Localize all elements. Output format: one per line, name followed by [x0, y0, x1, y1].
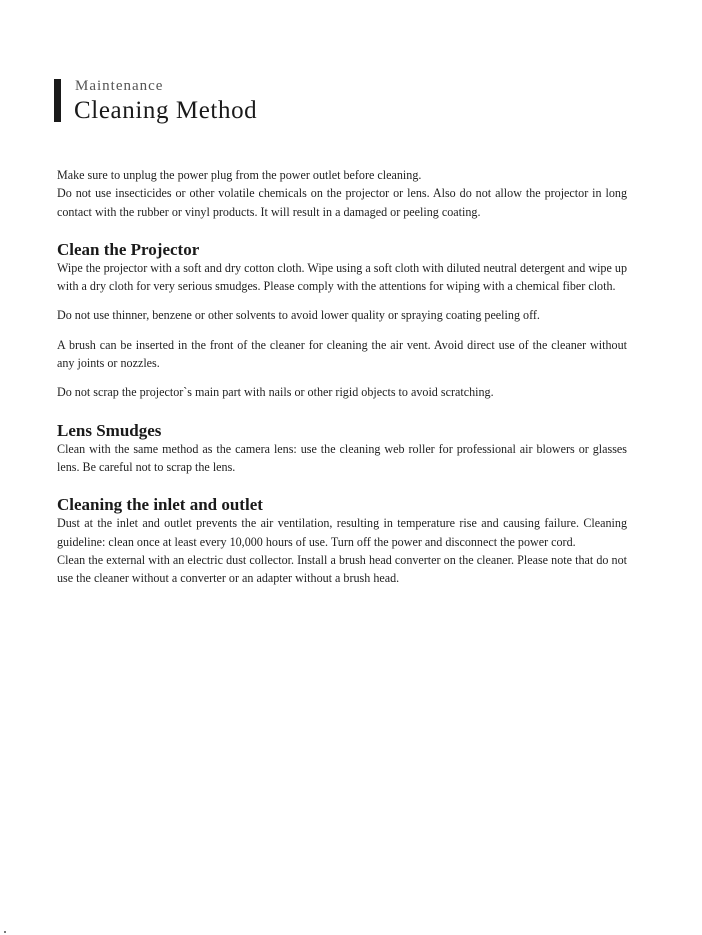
paragraph-clean-lens: Clean with the same method as the camera lens: use the cleaning web roller for professional air blowers or glasses lens. Be careful not to scrap the lens.: [57, 441, 627, 474]
paragraph-dust-inlet: Dust at the inlet and outlet prevents the air ventilation, resulting in temperature rise and causing failure. Cleaning guideline: clean once at least every 10,000 hours of use. Turn off the power and disconnect the power cord.: [57, 516, 627, 549]
section-label: Maintenance: [75, 78, 164, 94]
heading-lens-smudges: Lens Smudges: [57, 420, 162, 440]
paragraph-brush-air-vent: A brush can be inserted in the front of the cleaner for cleaning the air vent. Avoid direct use of the cleaner without any joints or nozzles.: [57, 337, 627, 371]
intro-paragraph-chemicals: Do not use insecticides or other volatile chemicals on the projector or lens. Also do not allow the projector in long contact with the rubber or vinyl products. It will result in a damaged or peeling coating.: [57, 186, 627, 219]
heading-clean-projector: Clean the Projector: [57, 239, 200, 259]
page-title: Cleaning Method: [74, 97, 258, 124]
intro-paragraph-unplug: Make sure to unplug the power plug from the power outlet before cleaning.: [57, 168, 422, 182]
page-corner-mark: [4, 931, 6, 933]
paragraph-dust-collector: Clean the external with an electric dust collector. Install a brush head converter on the cleaner. Please note that do not use the cleaner without a converter or an adapter without a brush head.: [57, 552, 627, 586]
paragraph-wipe-projector: Wipe the projector with a soft and dry cotton cloth. Wipe using a soft cloth with diluted neutral detergent and wipe up with a dry cloth for very serious smudges. Please comply with the attentions for wiping with a chemical fiber cloth.: [57, 260, 627, 294]
paragraph-no-scrap: Do not scrap the projector`s main part with nails or other rigid objects to avoid scratching.: [57, 385, 494, 400]
document-body: [57, 166, 627, 587]
paragraph-no-solvents: Do not use thinner, benzene or other solvents to avoid lower quality or spraying coating peeling off.: [57, 308, 540, 323]
heading-inlet-outlet: Cleaning the inlet and outlet: [57, 495, 263, 515]
section-marker-bar: [54, 79, 61, 122]
